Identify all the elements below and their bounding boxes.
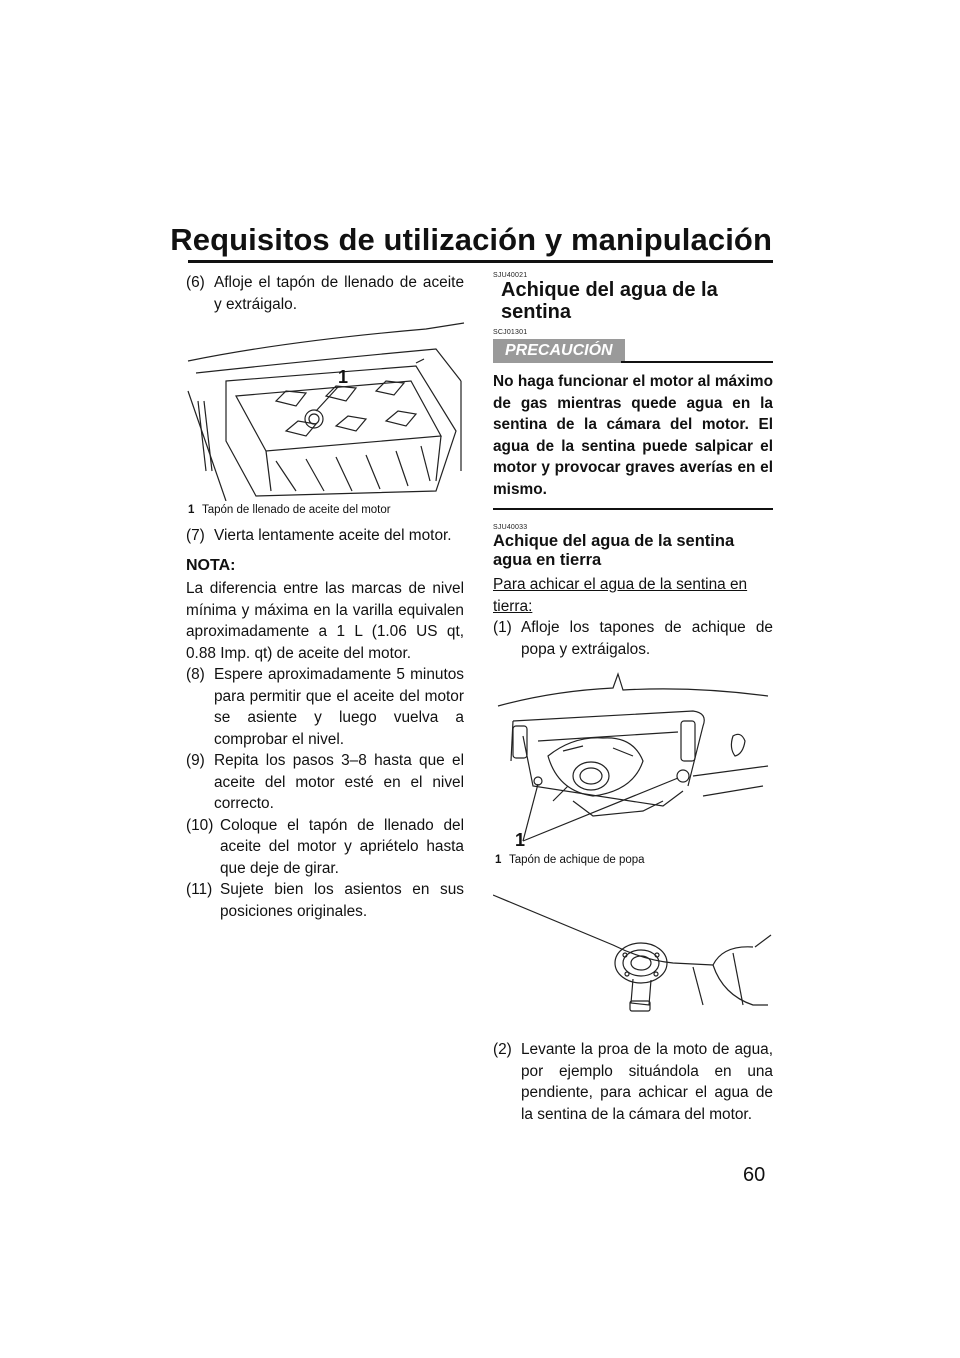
step-7 bbox=[186, 525, 464, 547]
precaution-header bbox=[493, 339, 773, 365]
stern-illustration bbox=[493, 666, 773, 851]
step-text: Coloque el tapón de llenado del aceite del motor y apriételo hasta que deje de girar. bbox=[220, 816, 464, 877]
precaution-end-rule bbox=[493, 508, 773, 510]
reference-code: SJU40033 bbox=[493, 524, 528, 531]
step-number: (6) bbox=[186, 274, 205, 291]
step-8 bbox=[186, 664, 464, 750]
note-title: NOTA: bbox=[186, 556, 236, 574]
step-2 bbox=[493, 1039, 773, 1125]
caption-text: Tapón de achique de popa bbox=[509, 854, 645, 866]
figure-caption bbox=[493, 853, 773, 867]
engine-illustration bbox=[186, 321, 466, 501]
step-text: Espere aproximadamente 5 minutos para permitir que el aceite del motor se asiente y luego vuelva a comprobar el nivel. bbox=[214, 666, 464, 748]
reference-code: SCJ01301 bbox=[493, 329, 528, 336]
reference-code: SJU40021 bbox=[493, 272, 528, 279]
section-title: Achique del agua de la sentina bbox=[501, 279, 718, 323]
drain-plug-closeup-figure bbox=[493, 875, 773, 1025]
left-column bbox=[186, 272, 464, 922]
figure-caption bbox=[186, 503, 464, 517]
figure-label: 1 bbox=[515, 830, 526, 850]
subsection-title: Achique del agua de la sentina agua en tierra bbox=[493, 532, 735, 569]
step-6 bbox=[186, 272, 464, 315]
oil-filler-cap-figure bbox=[186, 321, 464, 501]
caption-number: 1 bbox=[495, 854, 502, 866]
page-number: 60 bbox=[743, 1164, 766, 1186]
step-number: (8) bbox=[186, 666, 205, 683]
step-1 bbox=[493, 617, 773, 660]
step-number: (10) bbox=[186, 816, 214, 834]
caption-text: Tapón de llenado de aceite del motor bbox=[202, 504, 391, 516]
step-number: (2) bbox=[493, 1041, 512, 1058]
drain-plug-illustration bbox=[493, 875, 773, 1025]
intro-text: Para achicar el agua de la sentina en tierra: bbox=[493, 576, 748, 615]
step-text: Repita los pasos 3–8 hasta que el aceite del motor esté en el nivel correcto. bbox=[214, 752, 464, 812]
step-11 bbox=[186, 879, 464, 922]
page-title: Requisitos de utilización y manipulación bbox=[170, 222, 772, 257]
step-text: Sujete bien los asientos en sus posiciones originales. bbox=[220, 881, 464, 920]
step-number: (1) bbox=[493, 619, 512, 636]
precaution-label: PRECAUCIÓN bbox=[493, 339, 625, 363]
precaution-rule bbox=[621, 361, 773, 363]
step-10 bbox=[186, 815, 464, 880]
step-text: Afloje el tapón de llenado de aceite y extráigalo. bbox=[214, 274, 464, 313]
right-column bbox=[493, 272, 773, 1125]
step-9 bbox=[186, 750, 464, 815]
step-number: (11) bbox=[186, 881, 213, 898]
step-text: Afloje los tapones de achique de popa y extráigalos. bbox=[521, 619, 773, 658]
step-number: (7) bbox=[186, 527, 205, 544]
note-text: La diferencia entre las marcas de nivel mínima y máxima en la varilla equivalen aproximadamente a 1 L (1.06 US qt, 0.88 Imp. qt) de aceite del motor. bbox=[186, 580, 464, 662]
caption-number: 1 bbox=[188, 504, 195, 516]
step-text: Vierta lentamente aceite del motor. bbox=[214, 527, 452, 544]
header-rule bbox=[188, 260, 773, 263]
step-number: (9) bbox=[186, 752, 205, 769]
stern-drain-plug-figure bbox=[493, 666, 773, 851]
step-text: Levante la proa de la moto de agua, por ejemplo situándola en una pendiente, para achicar el agua de la sentina de la cámara del motor. bbox=[521, 1041, 773, 1123]
precaution-text: No haga funcionar el motor al máximo de gas mientras quede agua en la sentina de la cámara del motor. El agua de la sentina puede salpicar el motor y provocar graves averías en el mismo. bbox=[493, 373, 773, 498]
figure-label: 1 bbox=[338, 367, 349, 387]
